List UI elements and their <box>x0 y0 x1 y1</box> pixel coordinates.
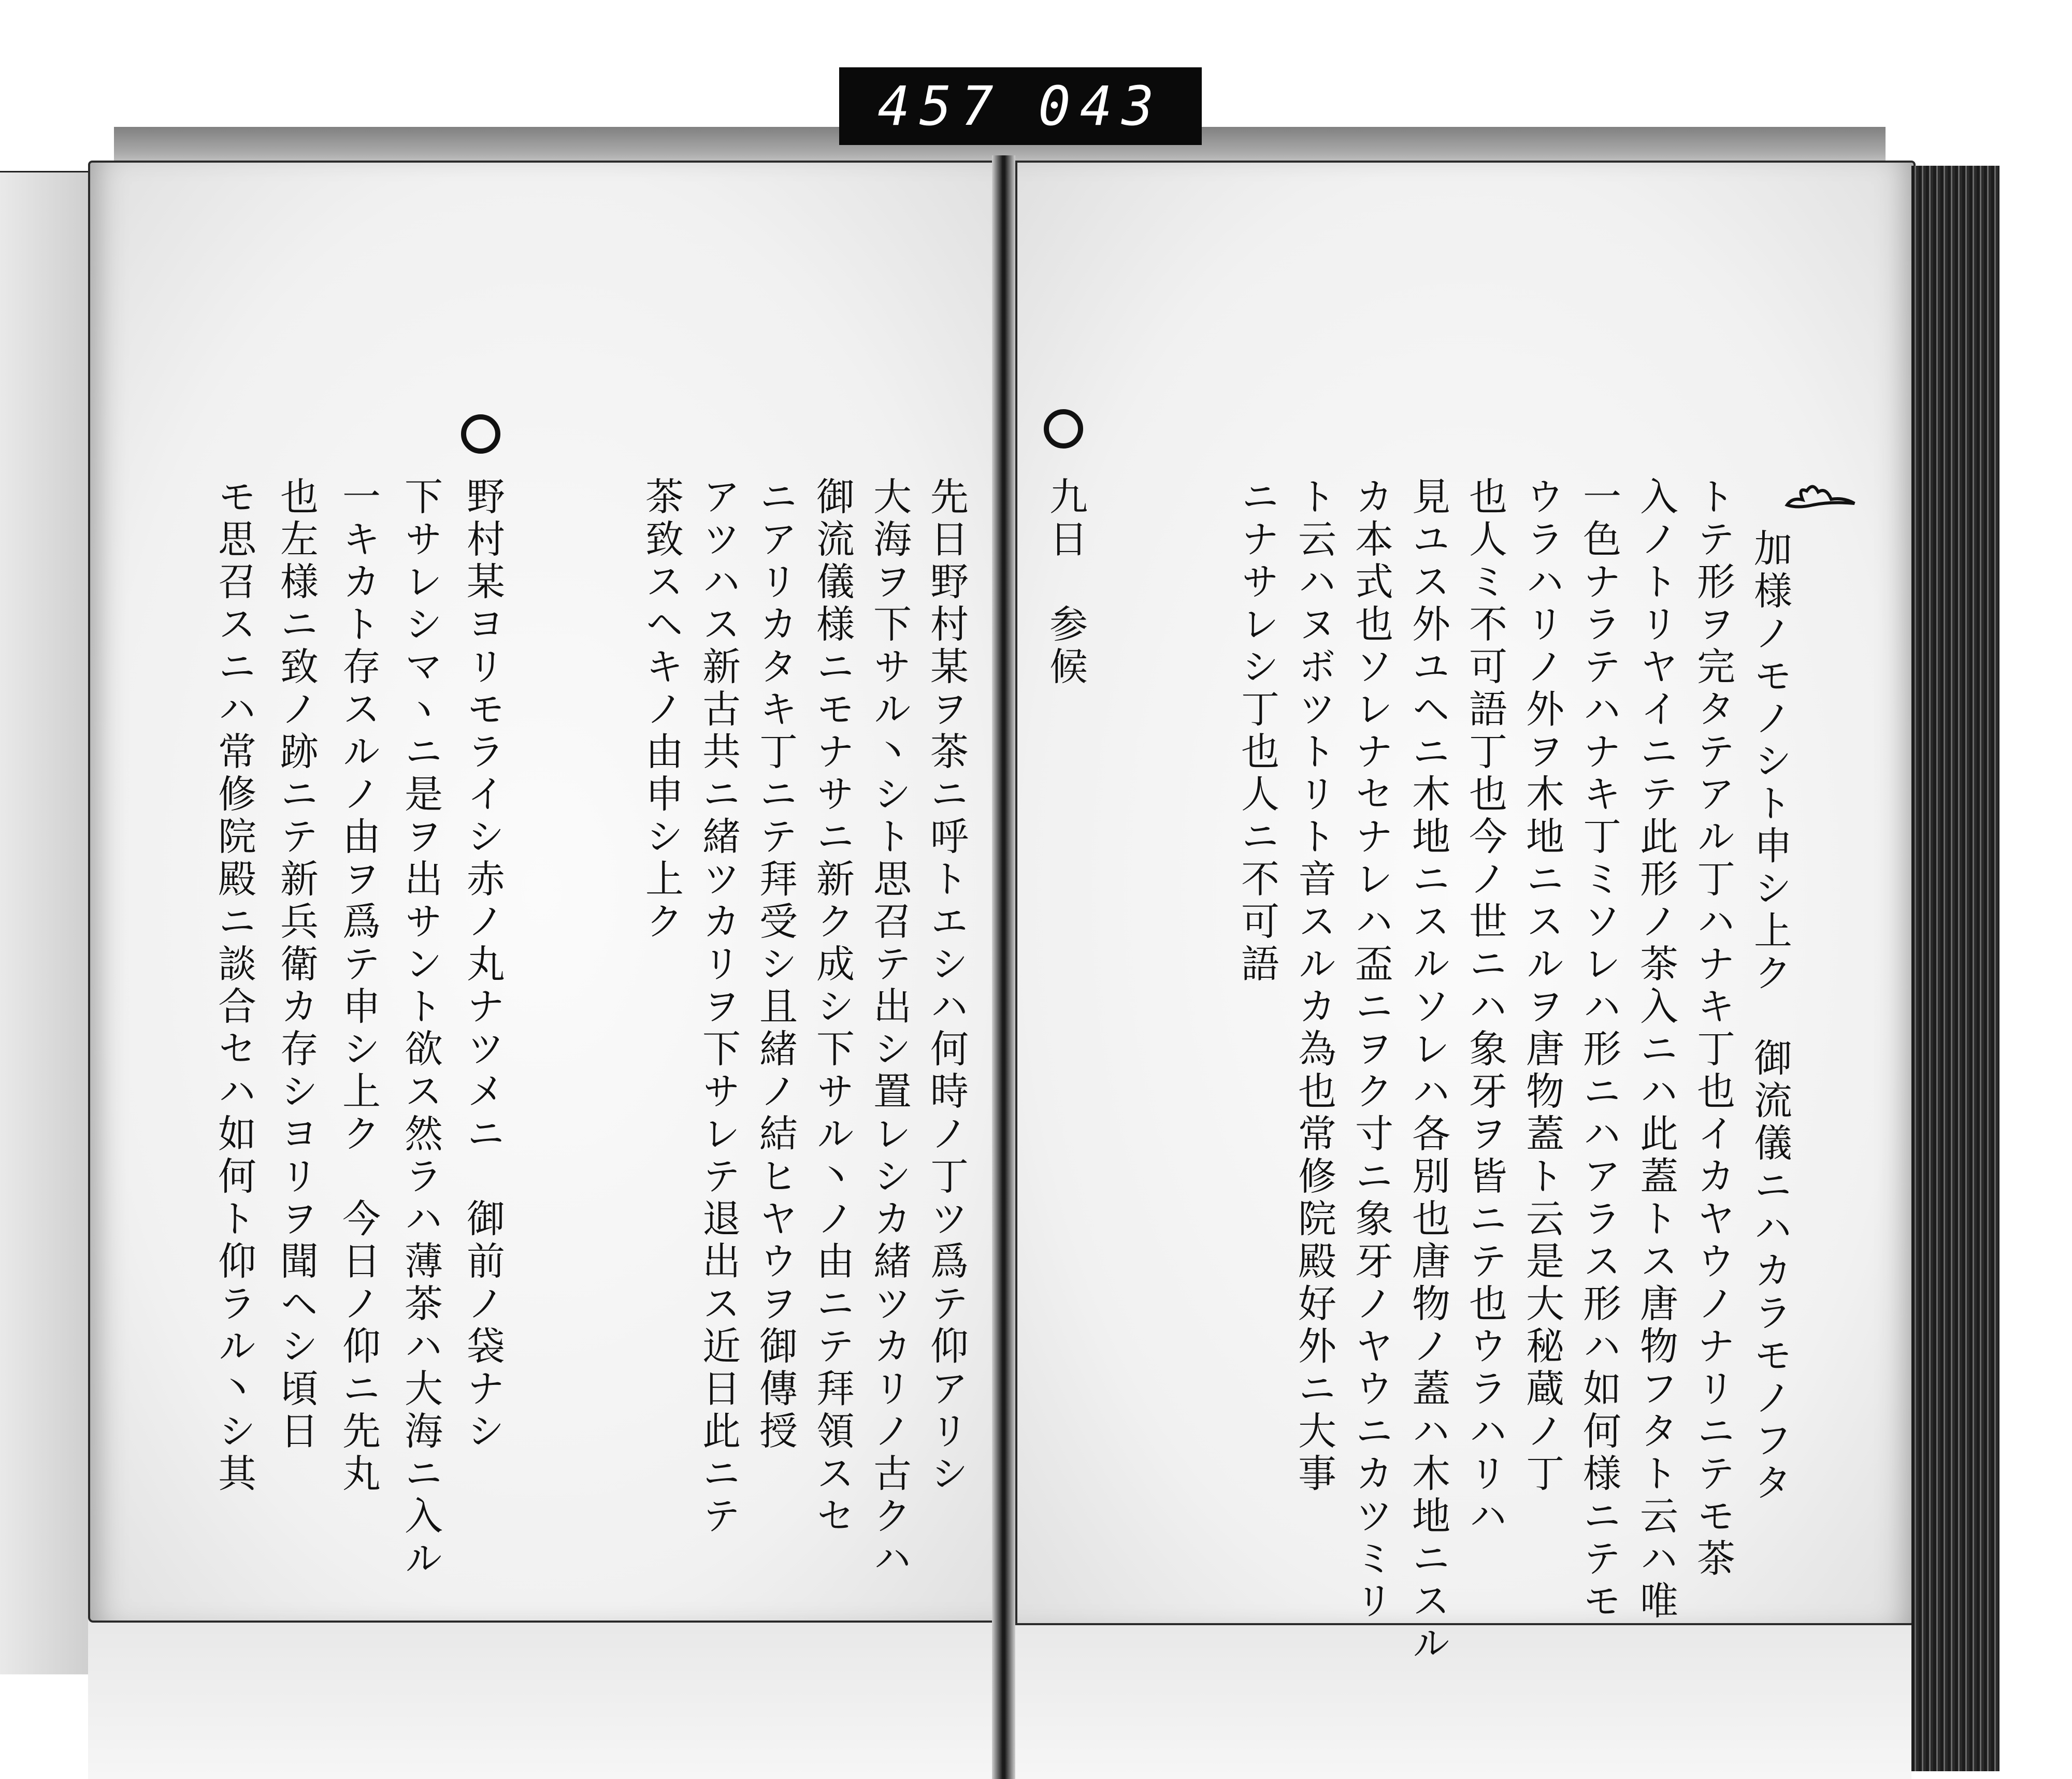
left-page-column: 大海ヲ下サル丶シト思召テ出シ置レシカ緒ツカリノ古クハ <box>867 476 912 1581</box>
left-page-column: 也左様ニ致ノ跡ニテ新兵衛カ存シヨリヲ聞ヘシ頃日 <box>274 476 319 1453</box>
frame-number: 043 <box>1038 75 1163 138</box>
book-gutter <box>992 155 1015 1779</box>
right-page-column: 入ノトリヤイニテ此形ノ茶入ニハ此蓋トス唐物フタト云ハ唯 <box>1634 476 1678 1623</box>
left-page-column: 御流儀様ニモナサニ新ク成シ下サル丶ノ由ニテ拜領スセ <box>810 476 855 1538</box>
left-page-column: ニアリカタキ丁ニテ拜受シ且緒ノ結ヒヤウヲ御傳授 <box>753 476 798 1453</box>
flourish-mark-icon <box>1782 476 1860 513</box>
right-page-column: ト云ハヌボツトリト音スルカ為也常修院殿好外ニ大事 <box>1292 476 1336 1496</box>
right-page-column: 一色ナラテハナキ丁ミソレハ形ニハアラス形ハ如何様ニテモ <box>1577 476 1621 1623</box>
left-page-column: 下サレシマヽニ是ヲ出サント欲ス然ラハ薄茶ハ大海ニ入ル <box>398 476 443 1581</box>
microfilm-reference-label <box>839 67 1202 145</box>
right-page-column: 加様ノモノシト申シ上ク 御流儀ニハカラモノフタ <box>1748 528 1792 1505</box>
left-page-column: 野村某ヨリモライシ赤ノ丸ナツメニ 御前ノ袋ナシ <box>461 476 505 1453</box>
right-page-column: ウラハリノ外ヲ木地ニスルヲ唐物蓋ト云是大秘蔵ノ丁 <box>1520 476 1564 1496</box>
right-page-column: 九日 参候 <box>1043 476 1088 689</box>
previous-page-edge <box>0 171 88 1674</box>
section-circle-mark <box>1044 409 1083 449</box>
right-page-column: 也人ミ不可語丁也今ノ世ニハ象牙ヲ皆ニテ也ウラハリハ <box>1463 476 1507 1538</box>
left-page-column: 先日野村某ヲ茶ニ呼トエシハ何時ノ丁ツ爲テ仰アリシ <box>924 476 969 1496</box>
right-page-column: ニナサレシ丁也人ニ不可語 <box>1235 476 1279 986</box>
right-page-column: トテ形ヲ完タテアル丁ハナキ丁也イカヤウノナリニテモ茶 <box>1691 476 1735 1581</box>
left-page-column: 茶致スヘキノ由申シ上ク <box>639 476 684 944</box>
page-block-edges <box>1911 166 1999 1771</box>
right-page-column: 見ユス外ユヘニ木地ニスルソレハ各別也唐物ノ蓋ハ木地ニスル <box>1406 476 1450 1666</box>
left-page-column: アツハス新古共ニ緒ツカリヲ下サレテ退出ス近日此ニテ <box>696 476 741 1538</box>
left-page-column: 一キカト存スルノ由ヲ爲テ申シ上ク 今日ノ仰ニ先丸 <box>336 476 381 1496</box>
right-page-column: カ本式也ソレナセナレハ盃ニヲク寸ニ象牙ノヤウニカツミリ <box>1349 476 1393 1623</box>
section-circle-mark <box>461 414 500 454</box>
left-page-column: モ思召スニハ常修院殿ニ談合セハ如何ト仰ラル丶シ其 <box>212 476 256 1496</box>
volume-number: 457 <box>877 75 1003 138</box>
